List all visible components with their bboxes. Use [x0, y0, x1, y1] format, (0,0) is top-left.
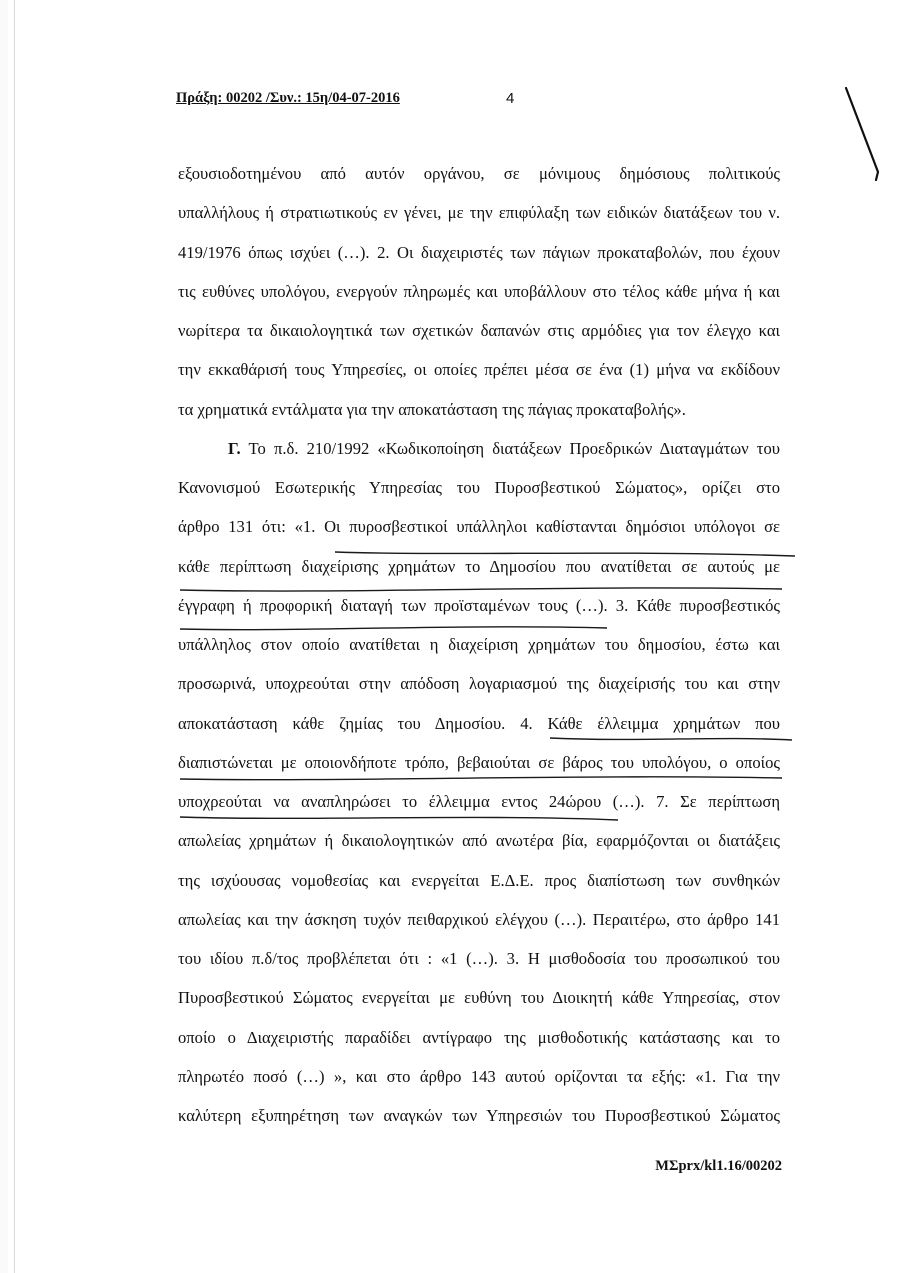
- section-letter: Γ.: [228, 438, 241, 458]
- body-line: εξουσιοδοτημένου από αυτόν οργάνου, σε μόνιμους δημόσιους πολιτικούς: [178, 164, 780, 183]
- body-line: αποκατάσταση κάθε ζημίας του Δημοσίου. 4. Κάθε έλλειμμα χρημάτων που: [178, 713, 780, 733]
- page-number: 4: [506, 90, 515, 107]
- body-line: απωλείας χρημάτων ή δικαιολογητικών από ανωτέρα βία, εφαρμόζονται οι διατάξεις: [178, 831, 780, 851]
- body-line: τις ευθύνες υπολόγου, ενεργούν πληρωμές και υποβάλλουν στο τέλος κάθε μήνα ή και: [178, 281, 780, 301]
- body-line: διαπιστώνεται με οποιονδήποτε τρόπο, βεβαιούται σε βάρος του υπολόγου, ο οποίος: [178, 752, 780, 772]
- body-line: προσωρινά, υποχρεούται στην απόδοση λογαριασμού της διαχείρισής του και στην: [178, 674, 780, 694]
- body-line: της ισχύουσας νομοθεσίας και ενεργείται Ε.Δ.Ε. προς διαπίστωση των συνθηκών: [178, 870, 780, 890]
- body-line: κάθε περίπτωση διαχείρισης χρημάτων το Δημοσίου που ανατίθεται σε αυτούς με: [178, 556, 780, 576]
- body-line: υπαλλήλους ή στρατιωτικούς εν γένει, με την επιφύλαξη των ειδικών διατάξεων του ν.: [178, 203, 780, 223]
- body-line: οποίο ο Διαχειριστής παραδίδει αντίγραφο της μισθοδοτικής κατάστασης και το: [178, 1027, 780, 1047]
- body-line: τα χρηματικά εντάλματα για την αποκατάσταση της πάγιας προκαταβολής».: [178, 399, 686, 419]
- body-line: καλύτερη εξυπηρέτηση των αναγκών των Υπηρεσιών του Πυροσβεστικού Σώματος: [178, 1106, 780, 1125]
- act-reference: Πράξη: 00202 /Συν.: 15η/04-07-2016: [176, 90, 400, 106]
- body-line: Το π.δ. 210/1992 «Κωδικοποίηση διατάξεων Προεδρικών Διαταγμάτων του: [240, 438, 780, 458]
- body-line: την εκκαθάρισή τους Υπηρεσίες, οι οποίες πρέπει μέσα σε ένα (1) μήνα να εκδίδουν: [178, 360, 780, 380]
- body-line: υπάλληλος στον οποίο ανατίθεται η διαχείριση χρημάτων του δημοσίου, έστω και: [178, 635, 780, 654]
- body-line: άρθρο 131 ότι: «1. Οι πυροσβεστικοί υπάλληλοι καθίστανται δημόσιοι υπόλογοι σε: [178, 517, 780, 537]
- body-line: πληρωτέο ποσό (…) », και στο άρθρο 143 αυτού ορίζονται τα εξής: «1. Για την: [178, 1066, 780, 1086]
- body-line: έγγραφη ή προφορική διαταγή των προϊσταμένων τους (…). 3. Κάθε πυροσβεστικός: [178, 595, 780, 615]
- body-line: του ιδίου π.δ/τος προβλέπεται ότι : «1 (…). 3. Η μισθοδοσία του προσωπικού του: [178, 949, 780, 968]
- body-line: υποχρεούται να αναπληρώσει το έλλειμμα εντος 24ώρου (…). 7. Σε περίπτωση: [178, 792, 780, 811]
- body-line: νωρίτερα τα δικαιολογητικά των σχετικών δαπανών στις αρμόδιες για τον έλεγχο και: [178, 321, 780, 340]
- scan-edge: [0, 0, 8, 1273]
- body-line: απωλείας και την άσκηση τυχόν πειθαρχικού ελέγχου (…). Περαιτέρω, στο άρθρο 141: [178, 909, 780, 929]
- body-line: 419/1976 όπως ισχύει (…). 2. Οι διαχειριστές των πάγιων προκαταβολών, που έχουν: [178, 242, 780, 262]
- section-heading-line: [178, 435, 780, 474]
- document-code: ΜΣprx/kl1.16/00202: [655, 1158, 782, 1174]
- pen-stroke-mark: [840, 80, 900, 190]
- document-header: [176, 90, 400, 107]
- binding-margin-line: [14, 0, 15, 1273]
- body-line: Πυροσβεστικού Σώματος ενεργείται με ευθύνη του Διοικητή κάθε Υπηρεσίας, στον: [178, 988, 780, 1008]
- body-line: Κανονισμού Εσωτερικής Υπηρεσίας του Πυροσβεστικού Σώματος», ορίζει στο: [178, 478, 780, 497]
- document-body: [178, 160, 780, 1141]
